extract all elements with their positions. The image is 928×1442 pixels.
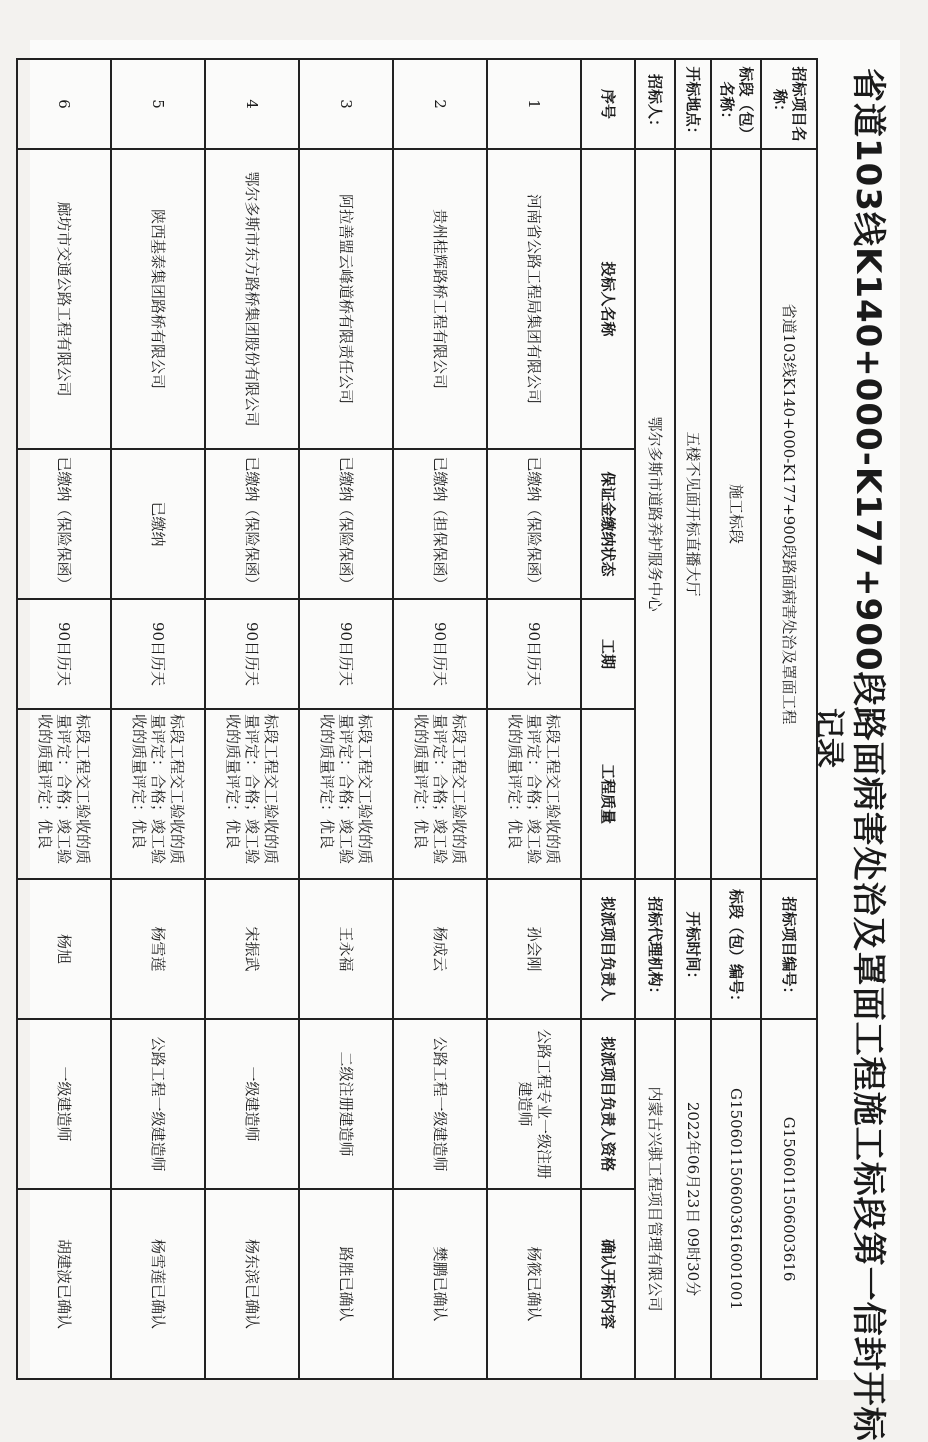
bidder-name: 陕西基泰集团路桥有限公司 bbox=[111, 149, 205, 449]
confirmation: 杨筱已确认 bbox=[487, 1189, 581, 1379]
deposit-status: 已缴纳（担保保函） bbox=[393, 449, 487, 599]
qualification: 一级建造师 bbox=[205, 1019, 299, 1189]
section-code: G1506011506003616001001 bbox=[711, 1019, 761, 1379]
col-header: 工期 bbox=[581, 599, 635, 709]
project-name: 省道103线K140+000-K177+900段路面病害处治及罩面工程 bbox=[761, 149, 817, 879]
location-row bbox=[675, 59, 711, 1379]
location-label: 开标地点： bbox=[675, 59, 711, 149]
table-row bbox=[487, 59, 581, 1379]
col-header: 保证金缴纳状态 bbox=[581, 449, 635, 599]
table-row bbox=[111, 59, 205, 1379]
deposit-status: 已缴纳（保险保函） bbox=[487, 449, 581, 599]
table-row bbox=[17, 59, 111, 1379]
period: 90日历天 bbox=[17, 599, 111, 709]
manager: 杨雪莲 bbox=[111, 879, 205, 1019]
col-header: 拟派项目负责人 bbox=[581, 879, 635, 1019]
row-no: 4 bbox=[205, 59, 299, 149]
location: 五楼不见面开标直播大厅 bbox=[675, 149, 711, 879]
qualification: 公路工程专业一级注册建造师 bbox=[487, 1019, 581, 1189]
row-no: 3 bbox=[299, 59, 393, 149]
table-row bbox=[393, 59, 487, 1379]
section-name-label: 标段（包）名称： bbox=[711, 59, 761, 149]
manager: 杨成云 bbox=[393, 879, 487, 1019]
bidder-name: 廊坊市交通公路工程有限公司 bbox=[17, 149, 111, 449]
tenderer-row bbox=[635, 59, 675, 1379]
manager: 宋振武 bbox=[205, 879, 299, 1019]
section-name: 施工标段 bbox=[711, 149, 761, 879]
agency: 内蒙古兴骐工程项目管理有限公司 bbox=[635, 1019, 675, 1379]
period: 90日历天 bbox=[111, 599, 205, 709]
confirmation: 杨雪莲已确认 bbox=[111, 1189, 205, 1379]
opening-time: 2022年06月23日 09时30分 bbox=[675, 1019, 711, 1379]
qualification: 一级建造师 bbox=[17, 1019, 111, 1189]
deposit-status: 已缴纳 bbox=[111, 449, 205, 599]
manager: 杨旭 bbox=[17, 879, 111, 1019]
qualification: 二级注册建造师 bbox=[299, 1019, 393, 1189]
tenderer: 鄂尔多斯市道路养护服务中心 bbox=[635, 149, 675, 879]
confirmation: 樊鹏已确认 bbox=[393, 1189, 487, 1379]
period: 90日历天 bbox=[487, 599, 581, 709]
confirmation: 胡建波已确认 bbox=[17, 1189, 111, 1379]
project-row bbox=[761, 59, 817, 1379]
rotated-document bbox=[10, 48, 890, 1442]
row-no: 2 bbox=[393, 59, 487, 149]
project-name-label: 招标项目名称： bbox=[761, 59, 817, 149]
table-header-row bbox=[581, 59, 635, 1379]
agency-label: 招标代理机构： bbox=[635, 879, 675, 1019]
document-title: 省道103线K140+000-K177+900段路面病害处治及罩面工程施工标段第一信封开标 bbox=[848, 68, 888, 1442]
period: 90日历天 bbox=[393, 599, 487, 709]
col-header: 序号 bbox=[581, 59, 635, 149]
deposit-status: 已缴纳（保险保函） bbox=[17, 449, 111, 599]
qualification: 公路工程一级建造师 bbox=[111, 1019, 205, 1189]
table-row bbox=[299, 59, 393, 1379]
section-code-label: 标段（包）编号： bbox=[711, 879, 761, 1019]
project-code: G1506011506003616 bbox=[761, 1019, 817, 1379]
confirmation: 杨东滨已确认 bbox=[205, 1189, 299, 1379]
table-row bbox=[205, 59, 299, 1379]
quality: 标段工程交工验收的质量评定：合格；竣工验收的质量评定：优良 bbox=[299, 709, 393, 879]
quality: 标段工程交工验收的质量评定：合格；竣工验收的质量评定：优良 bbox=[17, 709, 111, 879]
row-no: 6 bbox=[17, 59, 111, 149]
quality: 标段工程交工验收的质量评定：合格；竣工验收的质量评定：优良 bbox=[111, 709, 205, 879]
confirmation: 路胜已确认 bbox=[299, 1189, 393, 1379]
row-no: 1 bbox=[487, 59, 581, 149]
time-label: 开标时间： bbox=[675, 879, 711, 1019]
quality: 标段工程交工验收的质量评定：合格；竣工验收的质量评定：优良 bbox=[393, 709, 487, 879]
section-row bbox=[711, 59, 761, 1379]
col-header: 投标人名称 bbox=[581, 149, 635, 449]
col-header: 确认开标内容 bbox=[581, 1189, 635, 1379]
period: 90日历天 bbox=[299, 599, 393, 709]
qualification: 公路工程一级建造师 bbox=[393, 1019, 487, 1189]
manager: 王永福 bbox=[299, 879, 393, 1019]
bidder-name: 河南省公路工程局集团有限公司 bbox=[487, 149, 581, 449]
col-header: 拟派项目负责人资格 bbox=[581, 1019, 635, 1189]
manager: 孙会刚 bbox=[487, 879, 581, 1019]
deposit-status: 已缴纳（保险保函） bbox=[205, 449, 299, 599]
tenderer-label: 招标人： bbox=[635, 59, 675, 149]
project-code-label: 招标项目编号： bbox=[761, 879, 817, 1019]
bid-opening-table bbox=[16, 58, 818, 1380]
bidder-name: 鄂尔多斯市东方路桥集团股份有限公司 bbox=[205, 149, 299, 449]
quality: 标段工程交工验收的质量评定：合格；竣工验收的质量评定：优良 bbox=[205, 709, 299, 879]
document-title-line2: 记录 bbox=[811, 708, 846, 768]
row-no: 5 bbox=[111, 59, 205, 149]
bidder-name: 贵州桂辉路桥工程有限公司 bbox=[393, 149, 487, 449]
col-header: 工程质量 bbox=[581, 709, 635, 879]
bidder-name: 阿拉善盟云峰道桥有限责任公司 bbox=[299, 149, 393, 449]
quality: 标段工程交工验收的质量评定：合格；竣工验收的质量评定：优良 bbox=[487, 709, 581, 879]
deposit-status: 已缴纳（保险保函） bbox=[299, 449, 393, 599]
period: 90日历天 bbox=[205, 599, 299, 709]
